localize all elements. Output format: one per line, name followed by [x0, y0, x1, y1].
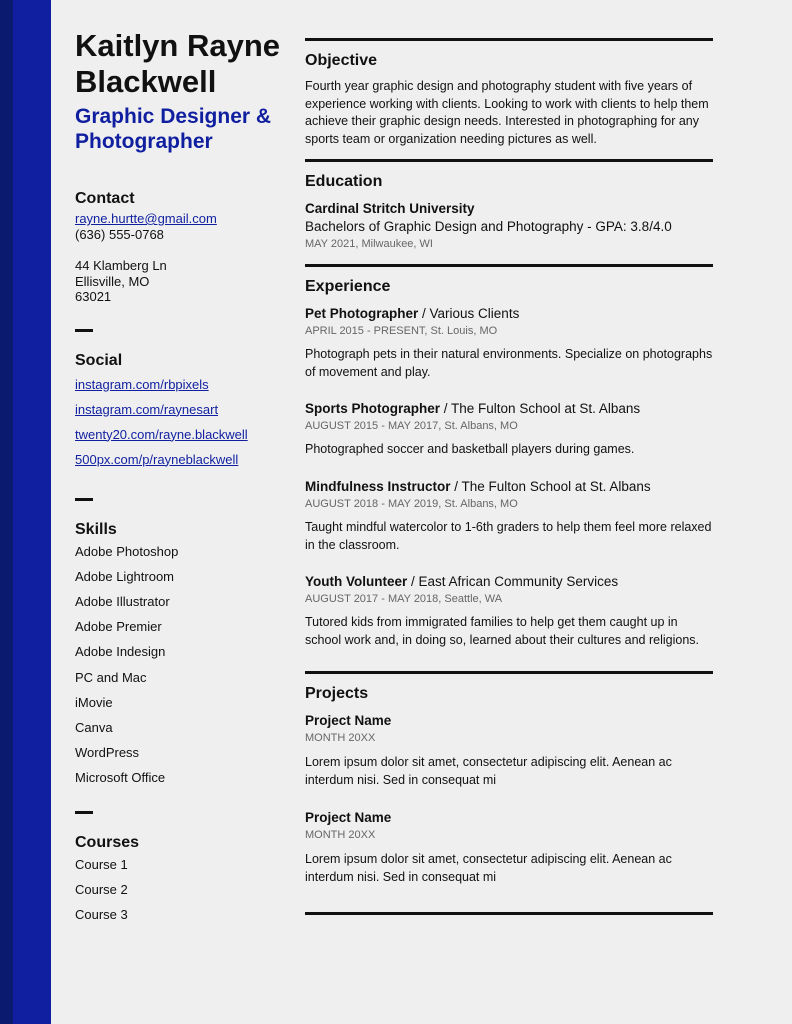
project-entry	[305, 712, 713, 789]
skill-item: Adobe Lightroom	[75, 568, 175, 584]
project-entry	[305, 809, 713, 886]
experience-heading: Experience	[305, 278, 391, 295]
skill-item: Adobe Photoshop	[75, 543, 179, 559]
project-desc: Lorem ipsum dolor sit amet, consectetur adipiscing elit. Aenean ac interdum nisi. Sed in consequat mi	[305, 755, 672, 787]
section-rule	[305, 912, 713, 915]
courses-heading: Courses	[75, 833, 140, 851]
job-desc: Tutored kids from immigrated families to help get them caught up in school work and, in doing so, learned about their cultures and religions.	[305, 615, 699, 647]
social-link[interactable]: instagram.com/raynesart	[75, 401, 219, 417]
section-rule	[305, 264, 713, 267]
courses-section	[75, 834, 290, 928]
job-role: Youth Volunteer	[305, 574, 408, 589]
education-degree: Bachelors of Graphic Design and Photography - GPA: 3.8/4.0	[305, 219, 672, 234]
section-rule	[305, 38, 713, 41]
job-org: East African Community Services	[418, 574, 619, 589]
education-meta: MAY 2021, Milwaukee, WI	[305, 238, 433, 250]
address-line2: Ellisville, MO	[75, 273, 150, 289]
divider-dash	[75, 498, 93, 501]
job-org: Various Clients	[429, 306, 520, 321]
job-separator: /	[407, 574, 419, 589]
job-entry	[305, 478, 713, 554]
address-line1: 44 Klamberg Ln	[75, 258, 167, 273]
education-heading: Education	[305, 173, 383, 190]
skills-section	[75, 521, 290, 791]
job-role: Pet Photographer	[305, 306, 419, 321]
phone: (636) 555-0768	[75, 226, 164, 242]
projects-section	[305, 685, 713, 886]
course-item: Course 1	[75, 856, 128, 872]
divider-dash	[75, 811, 93, 814]
project-meta: MONTH 20XX	[305, 829, 376, 841]
job-meta: AUGUST 2015 - MAY 2017, St. Albans, MO	[305, 420, 518, 432]
job-role: Mindfulness Instructor	[305, 479, 451, 494]
email-link[interactable]: rayne.hurtte@gmail.com	[75, 211, 217, 226]
left-column	[75, 28, 290, 927]
project-desc: Lorem ipsum dolor sit amet, consectetur adipiscing elit. Aenean ac interdum nisi. Sed in consequat mi	[305, 852, 672, 884]
skill-item: Adobe Premier	[75, 619, 162, 635]
job-desc: Taught mindful watercolor to 1-6th graders to help them feel more relaxed in the classroom.	[305, 520, 712, 552]
objective-section	[305, 52, 713, 148]
job-entry	[305, 305, 713, 381]
job-separator: /	[443, 401, 452, 416]
job-desc: Photographed soccer and basketball players during games.	[305, 442, 635, 456]
social-heading: Social	[75, 351, 123, 369]
project-meta: MONTH 20XX	[305, 732, 376, 744]
job-org: The Fulton School at St. Albans	[451, 401, 641, 416]
experience-section	[305, 278, 713, 649]
skill-item: iMovie	[75, 694, 113, 710]
job-entry	[305, 400, 713, 458]
project-name: Project Name	[305, 713, 392, 728]
skill-item: Adobe Indesign	[75, 644, 166, 660]
social-link[interactable]: 500px.com/p/rayneblackwell	[75, 451, 239, 467]
skill-item: WordPress	[75, 745, 140, 761]
projects-heading: Projects	[305, 685, 369, 702]
candidate-title: Graphic Designer & Photographer	[75, 105, 272, 153]
address-zip: 63021	[75, 289, 112, 304]
course-item: Course 2	[75, 881, 128, 897]
sidebar-stripe-blue	[13, 0, 51, 1024]
job-entry	[305, 573, 713, 649]
education-section	[305, 173, 713, 252]
social-section	[75, 352, 290, 472]
section-rule	[305, 671, 713, 674]
contact-heading: Contact	[75, 190, 135, 207]
divider-dash	[75, 329, 93, 332]
skills-heading: Skills	[75, 520, 117, 538]
job-separator: /	[450, 479, 462, 494]
job-meta: AUGUST 2017 - MAY 2018, Seattle, WA	[305, 593, 503, 605]
job-meta: APRIL 2015 - PRESENT, St. Louis, MO	[305, 325, 498, 337]
skill-item: PC and Mac	[75, 669, 147, 685]
candidate-name: Kaitlyn Rayne Blackwell	[75, 28, 281, 99]
skill-item: Canva	[75, 719, 113, 735]
right-column	[305, 38, 713, 915]
job-separator: /	[418, 306, 430, 321]
skill-item: Adobe Illustrator	[75, 593, 170, 609]
social-link[interactable]: instagram.com/rbpixels	[75, 376, 209, 392]
job-desc: Photograph pets in their natural environments. Specialize on photographs of movement and play.	[305, 347, 713, 379]
job-role: Sports Photographer	[305, 401, 444, 416]
sidebar-stripe-dark	[0, 0, 13, 1024]
skill-item: Microsoft Office	[75, 770, 166, 786]
objective-heading: Objective	[305, 52, 378, 69]
job-meta: AUGUST 2018 - MAY 2019, St. Albans, MO	[305, 498, 518, 510]
project-name: Project Name	[305, 810, 392, 825]
section-rule	[305, 159, 713, 162]
course-item: Course 3	[75, 906, 128, 922]
education-school: Cardinal Stritch University	[305, 201, 475, 216]
objective-text: Fourth year graphic design and photography student with five years of experience working with clients. Looking to work with clients to help them achieve their graphic design needs. Interested in photographing for any sports team or organization needing pictures as well.	[305, 79, 709, 146]
job-org: The Fulton School at St. Albans	[461, 479, 651, 494]
social-link[interactable]: twenty20.com/rayne.blackwell	[75, 426, 248, 442]
contact-section	[75, 190, 290, 305]
